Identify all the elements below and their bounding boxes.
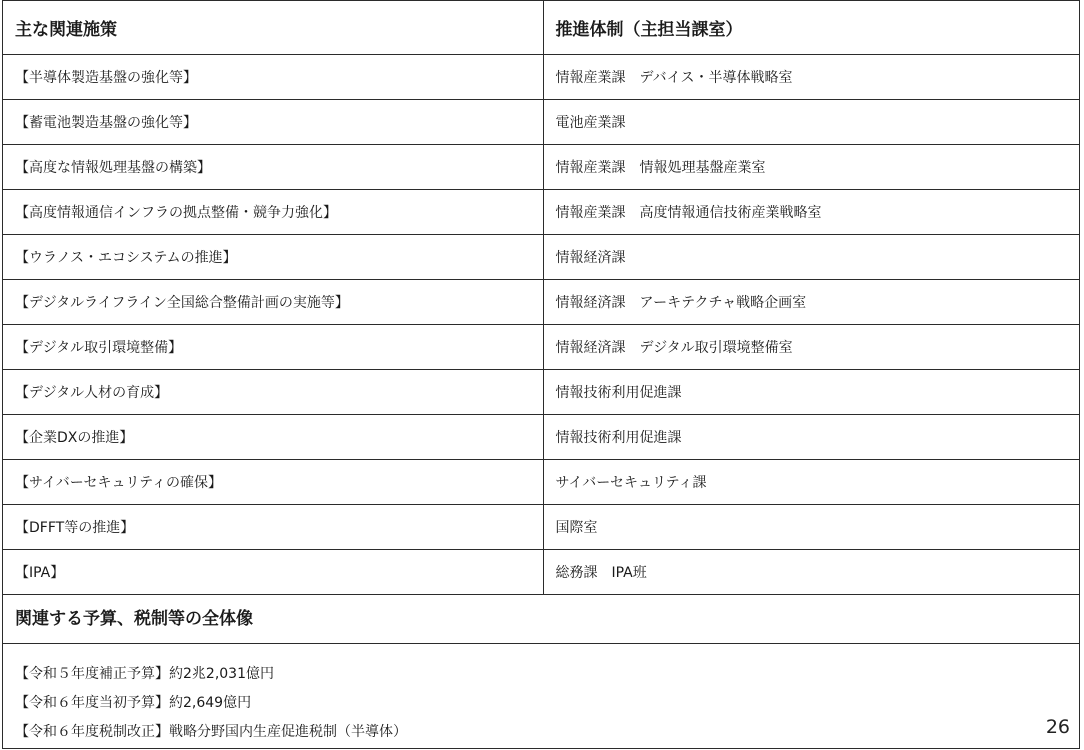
office-cell: 情報産業課 デバイス・半導体戦略室 [543, 54, 1079, 99]
table-row [3, 504, 1079, 549]
office-cell: サイバーセキュリティ課 [543, 459, 1079, 504]
summary-section [3, 595, 1079, 747]
office-cell: 情報技術利用促進課 [543, 369, 1079, 414]
measure-cell: 【高度情報通信インフラの拠点整備・競争力強化】 [3, 189, 543, 234]
header-structure: 推進体制（主担当課室） [543, 1, 1079, 54]
table-row [3, 549, 1079, 594]
office-cell: 情報経済課 [543, 234, 1079, 279]
page-number: 26 [1045, 716, 1070, 738]
table-row [3, 369, 1079, 414]
measure-cell: 【IPA】 [3, 549, 543, 594]
office-cell: 電池産業課 [543, 99, 1079, 144]
document-sheet [2, 0, 1080, 749]
measure-cell: 【DFFT等の推進】 [3, 504, 543, 549]
office-cell: 情報産業課 情報処理基盤産業室 [543, 144, 1079, 189]
measure-cell: 【サイバーセキュリティの確保】 [3, 459, 543, 504]
table-row [3, 279, 1079, 324]
summary-line-supplementary-budget: 【令和５年度補正予算】約2兆2,031億円 [15, 665, 274, 682]
summary-body [3, 644, 1079, 747]
office-cell: 情報技術利用促進課 [543, 414, 1079, 459]
measures-table [3, 1, 1079, 595]
office-cell: 国際室 [543, 504, 1079, 549]
office-cell: 情報経済課 アーキテクチャ戦略企画室 [543, 279, 1079, 324]
header-measures: 主な関連施策 [3, 1, 543, 54]
table-body [3, 54, 1079, 594]
table-row [3, 234, 1079, 279]
table-row [3, 459, 1079, 504]
measure-cell: 【デジタル人材の育成】 [3, 369, 543, 414]
measure-cell: 【蓄電池製造基盤の強化等】 [3, 99, 543, 144]
office-cell: 情報産業課 高度情報通信技術産業戦略室 [543, 189, 1079, 234]
measure-cell: 【ウラノス・エコシステムの推進】 [3, 234, 543, 279]
table-row [3, 144, 1079, 189]
table-row [3, 54, 1079, 99]
office-cell: 総務課 IPA班 [543, 549, 1079, 594]
measure-cell: 【企業DXの推進】 [3, 414, 543, 459]
table-header-row [3, 1, 1079, 54]
measure-cell: 【デジタル取引環境整備】 [3, 324, 543, 369]
summary-line-tax-reform: 【令和６年度税制改正】戦略分野国内生産促進税制（半導体） [15, 723, 407, 740]
table-row [3, 324, 1079, 369]
table-row [3, 414, 1079, 459]
measure-cell: 【高度な情報処理基盤の構築】 [3, 144, 543, 189]
office-cell: 情報経済課 デジタル取引環境整備室 [543, 324, 1079, 369]
measure-cell: 【デジタルライフライン全国総合整備計画の実施等】 [3, 279, 543, 324]
summary-title: 関連する予算、税制等の全体像 [3, 595, 1079, 644]
summary-line-initial-budget: 【令和６年度当初予算】約2,649億円 [15, 694, 252, 711]
table-row [3, 189, 1079, 234]
measure-cell: 【半導体製造基盤の強化等】 [3, 54, 543, 99]
table-row [3, 99, 1079, 144]
